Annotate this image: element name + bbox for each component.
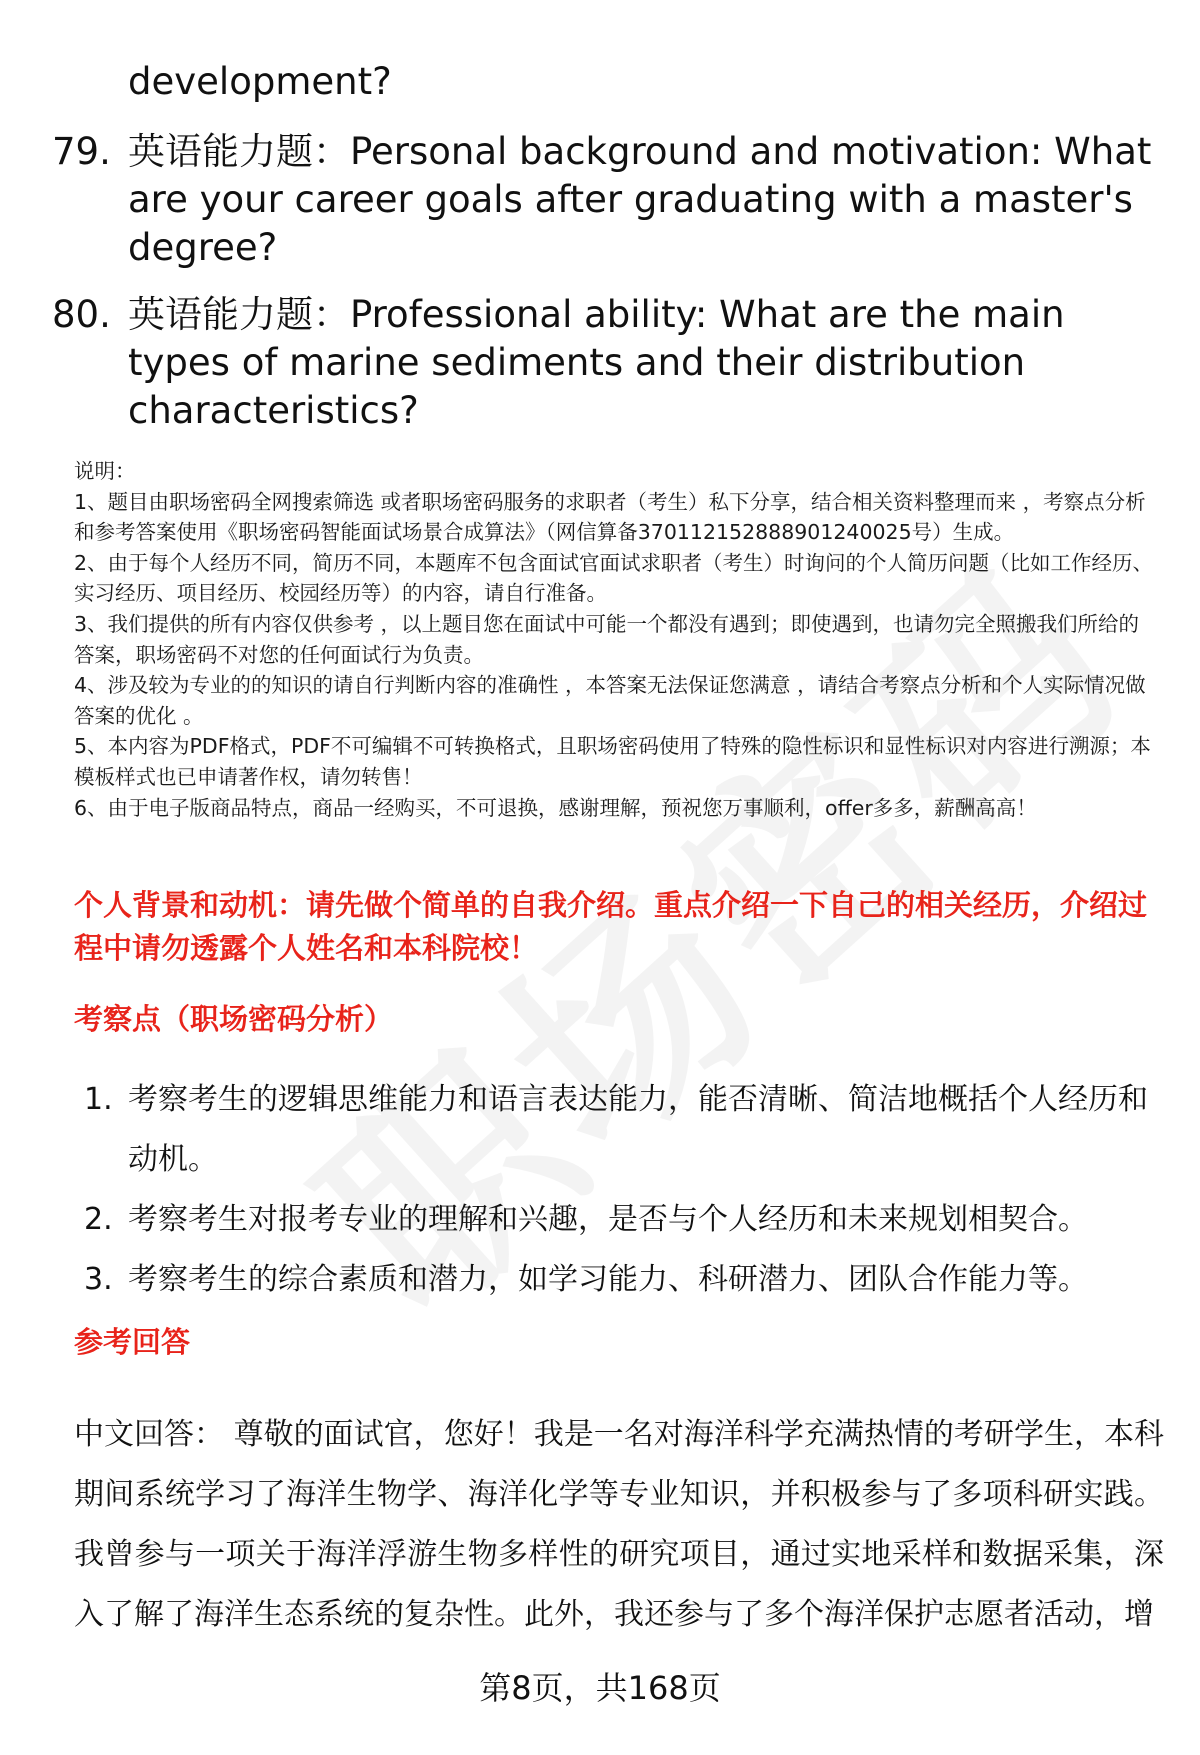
reference-answer: 中文回答： 尊敬的面试官，您好！我是一名对海洋科学充满热情的考研学生，本科期间系统学习了海洋生物学、海洋化学等专业知识，并积极参与了多项科研实践。我曾参与一项关于海洋浮游生物多样性的研究项目，通过实地采样和数据采集，深入了解了海洋生态系统的复杂性。此外，我还参与了多个海洋保护志愿者活动，增 [74,1417,1164,1632]
question-item [52,291,1162,435]
disclaimer-notes [74,456,1154,823]
point-text: 考察考生的逻辑思维能力和语言表达能力，能否清晰、简洁地概括个人经历和动机。 [128,1082,1148,1177]
point-text: 考察考生对报考专业的理解和兴趣，是否与个人经历和未来规划相契合。 [128,1202,1088,1237]
reference-heading: 参考回答 [74,1325,191,1359]
note-item: 6、由于电子版商品特点，商品一经购买，不可退换，感谢理解，预祝您万事顺利，offer多多，薪酬高高！ [74,795,1037,820]
point-number: 2. [84,1202,113,1237]
notes-title: 说明： [74,459,136,483]
question-number: 80. [52,293,111,336]
note-item: 3、我们提供的所有内容仅供参考 ，以上题目您在面试中可能一个都没有遇到；即使遇到，也请勿完全照搬我们所给的答案，职场密码不对您的任何面试行为负责。 [74,611,1140,667]
analysis-points [84,1070,1164,1310]
question-item [52,128,1162,272]
question-text: 英语能力题：Personal background and motivation: What are your career goals after graduating with a master's degree? [128,130,1152,269]
question-number: 79. [52,130,111,173]
analysis-point [84,1250,1164,1310]
point-number: 1. [84,1082,113,1117]
note-item: 1、题目由职场密码全网搜索筛选 或者职场密码服务的求职者（考生）私下分享，结合相关资料整理而来 ，考察点分析和参考答案使用《职场密码智能面试场景合成算法》（网信算备370112152888901240025号）生成。 [74,489,1146,545]
analysis-point [84,1070,1164,1190]
analysis-point [84,1190,1164,1250]
analysis-heading: 考察点（职场密码分析） [74,1002,394,1036]
point-text: 考察考生的综合素质和潜力，如学习能力、科研潜力、团队合作能力等。 [128,1262,1088,1297]
note-item: 5、本内容为PDF格式，PDF不可编辑不可转换格式，且职场密码使用了特殊的隐性标识和显性标识对内容进行溯源；本模板样式也已申请著作权，请勿转售！ [74,734,1151,789]
point-number: 3. [84,1262,113,1297]
note-item: 2、由于每个人经历不同，简历不同，本题库不包含面试官面试求职者（考生）时询问的个人简历问题（比如工作经历、实习经历、项目经历、校园经历等）的内容，请自行准备。 [74,550,1154,606]
question-title: 个人背景和动机：请先做个简单的自我介绍。重点介绍一下自己的相关经历，介绍过程中请勿透露个人姓名和本科院校！ [74,888,1148,965]
question-continuation: development? [128,60,392,103]
question-text: 英语能力题：Professional ability: What are the main types of marine sediments and their distribution characteristics? [128,293,1065,432]
note-item: 4、涉及较为专业的的知识的请自行判断内容的准确性 ，本答案无法保证您满意 ，请结合考察点分析和个人实际情况做答案的优化 。 [74,673,1146,728]
page-footer: 第8页，共168页 [479,1669,721,1707]
